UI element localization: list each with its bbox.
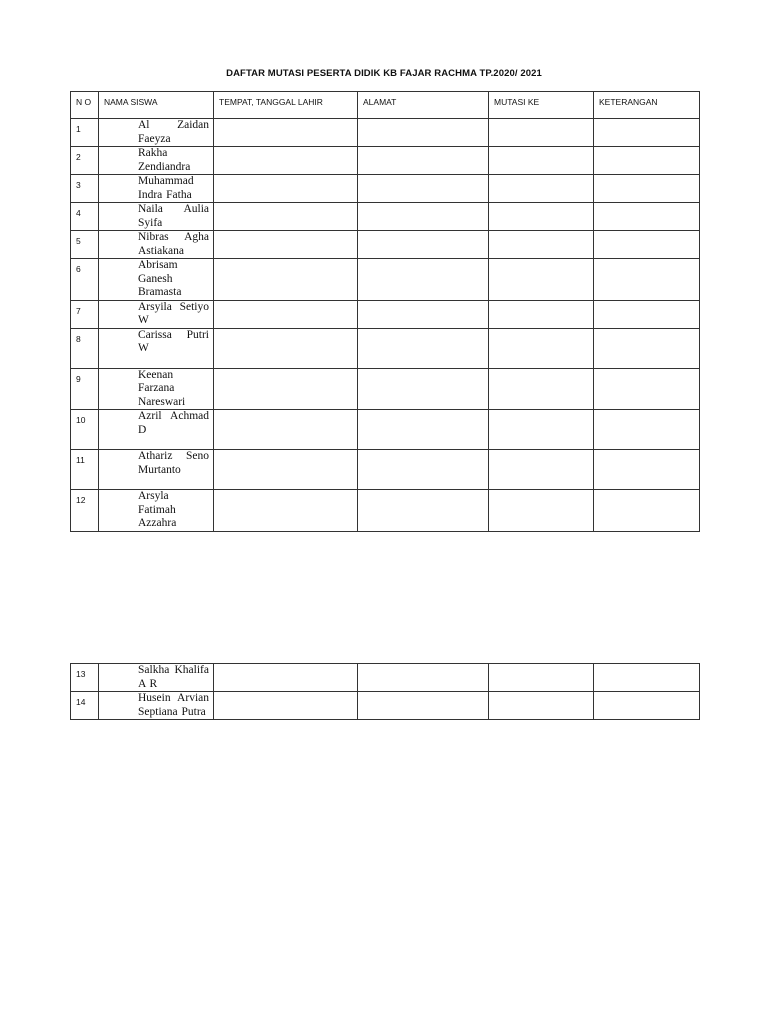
address-cell bbox=[358, 147, 489, 175]
header-alamat: ALAMAT bbox=[358, 92, 489, 119]
mutation-destination-cell bbox=[489, 119, 594, 147]
header-nama-siswa: NAMA SISWA bbox=[99, 92, 214, 119]
student-name: Abrisam Ganesh Bramasta bbox=[99, 259, 214, 301]
mutation-destination-cell bbox=[489, 259, 594, 301]
birth-place-date-cell bbox=[214, 450, 358, 490]
student-name: Naila Aulia Syifa bbox=[99, 203, 214, 231]
table-row bbox=[71, 664, 700, 692]
mutation-table bbox=[70, 91, 700, 532]
remarks-cell bbox=[594, 231, 700, 259]
mutation-destination-cell bbox=[489, 147, 594, 175]
student-name: Husein Arvian Septiana Putra bbox=[99, 692, 214, 720]
row-number: 8 bbox=[71, 328, 99, 368]
address-cell bbox=[358, 664, 489, 692]
address-cell bbox=[358, 203, 489, 231]
remarks-cell bbox=[594, 664, 700, 692]
row-number: 14 bbox=[71, 692, 99, 720]
birth-place-date-cell bbox=[214, 692, 358, 720]
remarks-cell bbox=[594, 368, 700, 410]
address-cell bbox=[358, 259, 489, 301]
table-row bbox=[71, 490, 700, 532]
birth-place-date-cell bbox=[214, 664, 358, 692]
address-cell bbox=[358, 175, 489, 203]
row-number: 3 bbox=[71, 175, 99, 203]
birth-place-date-cell bbox=[214, 147, 358, 175]
mutation-destination-cell bbox=[489, 328, 594, 368]
remarks-cell bbox=[594, 147, 700, 175]
mutation-table-continued bbox=[70, 663, 700, 720]
student-name: Al Zaidan Faeyza bbox=[99, 119, 214, 147]
table-row bbox=[71, 328, 700, 368]
header-no: N O bbox=[71, 92, 99, 119]
table-row bbox=[71, 119, 700, 147]
student-name: Keenan Farzana Nareswari bbox=[99, 368, 214, 410]
table-row bbox=[71, 231, 700, 259]
birth-place-date-cell bbox=[214, 490, 358, 532]
header-tempat-tanggal-lahir: TEMPAT, TANGGAL LAHIR bbox=[214, 92, 358, 119]
address-cell bbox=[358, 328, 489, 368]
student-name: Arsyla Fatimah Azzahra bbox=[99, 490, 214, 532]
mutation-destination-cell bbox=[489, 175, 594, 203]
row-number: 6 bbox=[71, 259, 99, 301]
mutation-destination-cell bbox=[489, 368, 594, 410]
table-row bbox=[71, 450, 700, 490]
student-name: Athariz Seno Murtanto bbox=[99, 450, 214, 490]
mutation-destination-cell bbox=[489, 410, 594, 450]
row-number: 11 bbox=[71, 450, 99, 490]
student-name: Salkha Khalifa A R bbox=[99, 664, 214, 692]
table-row bbox=[71, 203, 700, 231]
table-row bbox=[71, 147, 700, 175]
birth-place-date-cell bbox=[214, 328, 358, 368]
birth-place-date-cell bbox=[214, 231, 358, 259]
student-name: Azril Achmad D bbox=[99, 410, 214, 450]
mutation-destination-cell bbox=[489, 664, 594, 692]
birth-place-date-cell bbox=[214, 300, 358, 328]
mutation-destination-cell bbox=[489, 490, 594, 532]
header-keterangan: KETERANGAN bbox=[594, 92, 700, 119]
remarks-cell bbox=[594, 119, 700, 147]
address-cell bbox=[358, 368, 489, 410]
remarks-cell bbox=[594, 410, 700, 450]
student-name: Nibras Agha Astiakana bbox=[99, 231, 214, 259]
row-number: 9 bbox=[71, 368, 99, 410]
header-mutasi-ke: MUTASI KE bbox=[489, 92, 594, 119]
row-number: 2 bbox=[71, 147, 99, 175]
table-row bbox=[71, 410, 700, 450]
row-number: 10 bbox=[71, 410, 99, 450]
remarks-cell bbox=[594, 328, 700, 368]
address-cell bbox=[358, 119, 489, 147]
birth-place-date-cell bbox=[214, 368, 358, 410]
document-title: DAFTAR MUTASI PESERTA DIDIK KB FAJAR RACHMA TP.2020/ 2021 bbox=[226, 68, 542, 79]
table-row bbox=[71, 368, 700, 410]
row-number: 1 bbox=[71, 119, 99, 147]
address-cell bbox=[358, 300, 489, 328]
remarks-cell bbox=[594, 259, 700, 301]
remarks-cell bbox=[594, 203, 700, 231]
table-row bbox=[71, 259, 700, 301]
birth-place-date-cell bbox=[214, 259, 358, 301]
mutation-destination-cell bbox=[489, 692, 594, 720]
table-row bbox=[71, 692, 700, 720]
row-number: 5 bbox=[71, 231, 99, 259]
table-row bbox=[71, 175, 700, 203]
birth-place-date-cell bbox=[214, 175, 358, 203]
remarks-cell bbox=[594, 450, 700, 490]
remarks-cell bbox=[594, 300, 700, 328]
mutation-destination-cell bbox=[489, 203, 594, 231]
table-row bbox=[71, 300, 700, 328]
student-name: Carissa Putri W bbox=[99, 328, 214, 368]
address-cell bbox=[358, 490, 489, 532]
mutation-destination-cell bbox=[489, 231, 594, 259]
student-name: Rakha Zendiandra bbox=[99, 147, 214, 175]
row-number: 13 bbox=[71, 664, 99, 692]
birth-place-date-cell bbox=[214, 203, 358, 231]
mutation-destination-cell bbox=[489, 450, 594, 490]
table-header-row bbox=[71, 92, 700, 119]
mutation-destination-cell bbox=[489, 300, 594, 328]
birth-place-date-cell bbox=[214, 410, 358, 450]
remarks-cell bbox=[594, 692, 700, 720]
student-name: Arsyila Setiyo W bbox=[99, 300, 214, 328]
row-number: 7 bbox=[71, 300, 99, 328]
row-number: 12 bbox=[71, 490, 99, 532]
remarks-cell bbox=[594, 490, 700, 532]
address-cell bbox=[358, 231, 489, 259]
address-cell bbox=[358, 450, 489, 490]
birth-place-date-cell bbox=[214, 119, 358, 147]
row-number: 4 bbox=[71, 203, 99, 231]
address-cell bbox=[358, 410, 489, 450]
student-name: Muhammad Indra Fatha bbox=[99, 175, 214, 203]
remarks-cell bbox=[594, 175, 700, 203]
address-cell bbox=[358, 692, 489, 720]
